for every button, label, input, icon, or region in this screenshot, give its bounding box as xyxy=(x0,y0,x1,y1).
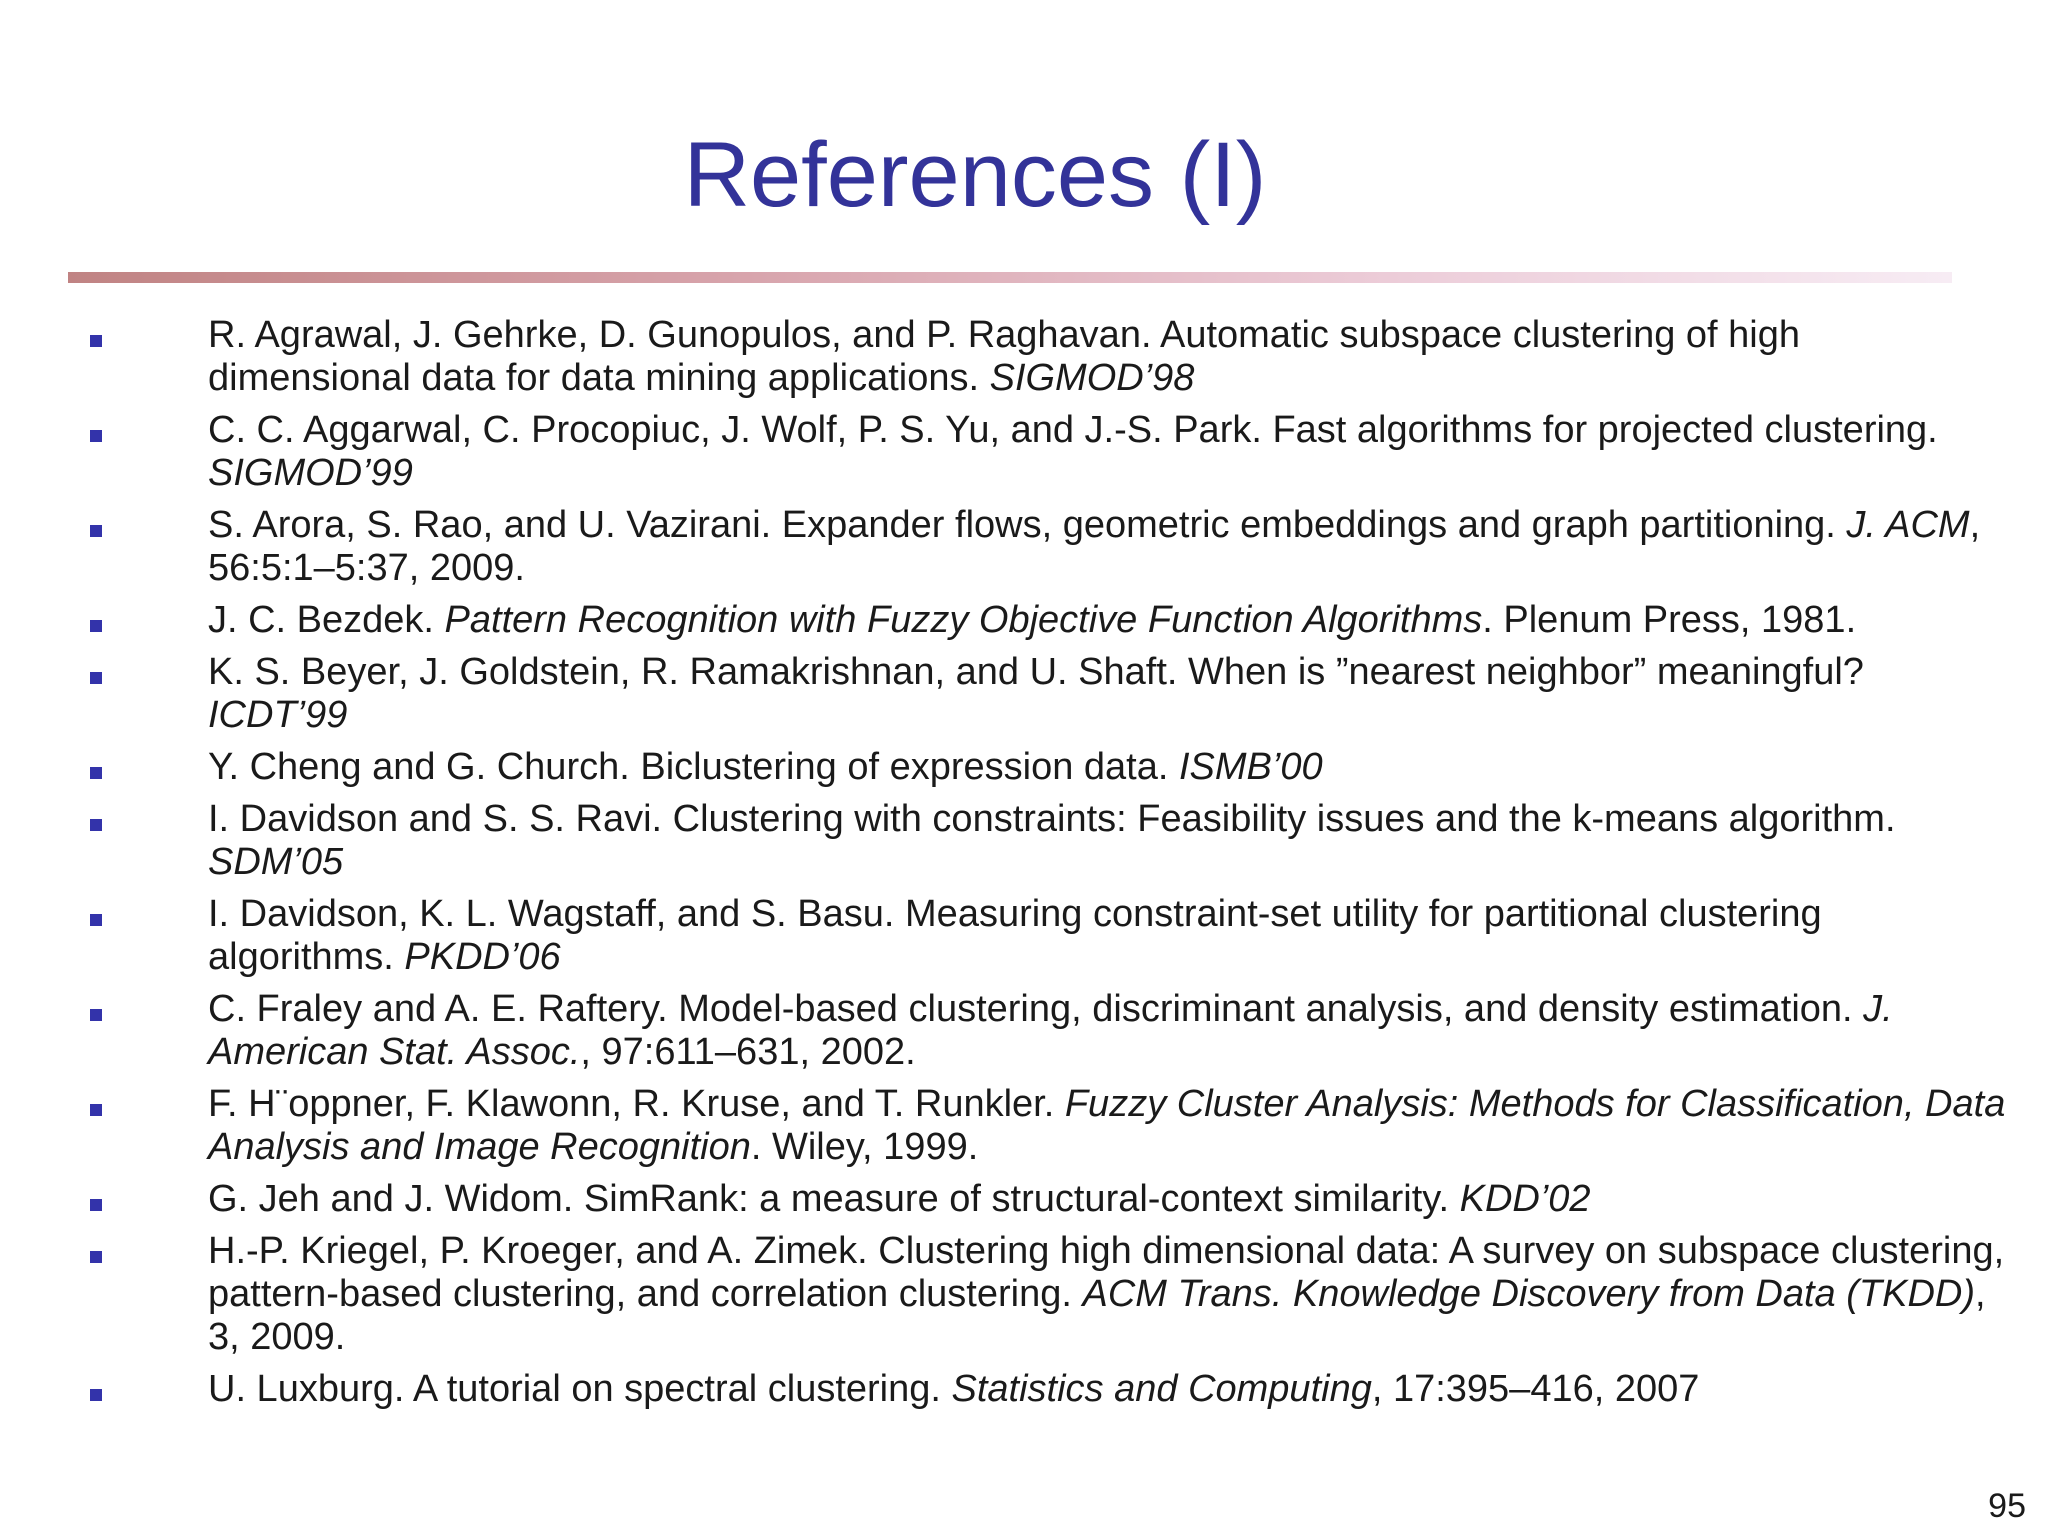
reference-item xyxy=(0,988,2048,1074)
square-bullet-icon xyxy=(90,1251,102,1263)
reference-segment: I. Davidson, K. L. Wagstaff, and S. Basu. Measuring constraint-set utility for partitional clustering algorithms. xyxy=(208,893,1822,978)
reference-venue: Pattern Recognition with Fuzzy Objective Function Algorithms xyxy=(444,599,1483,641)
reference-item xyxy=(0,599,2048,642)
square-bullet-icon xyxy=(90,767,102,779)
reference-segment: Y. Cheng and G. Church. Biclustering of expression data. xyxy=(208,746,1179,788)
reference-segment: . Wiley, 1999. xyxy=(750,1126,979,1168)
reference-item xyxy=(0,1083,2048,1169)
reference-text xyxy=(208,746,1323,788)
square-bullet-icon xyxy=(90,335,102,347)
reference-venue: Fuzzy Cluster Analysis: Methods for Classification, Data Analysis and Image Recognition xyxy=(208,1083,2006,1168)
reference-segment: R. Agrawal, J. Gehrke, D. Gunopulos, and P. Raghavan. Automatic subspace clustering of high dimensional data for data mining applications. xyxy=(208,314,1800,399)
reference-venue: J. ACM xyxy=(1846,504,1970,546)
reference-segment: U. Luxburg. A tutorial on spectral clustering. xyxy=(208,1368,952,1410)
title-divider xyxy=(68,272,1952,283)
reference-segment: H.-P. Kriegel, P. Kroeger, and A. Zimek. Clustering high dimensional data: A survey on subspace clustering, pattern-based clustering, and correlation clustering. xyxy=(208,1230,2005,1315)
reference-item xyxy=(0,746,2048,789)
reference-segment: C. Fraley and A. E. Raftery. Model-based clustering, discriminant analysis, and density estimation. xyxy=(208,988,1864,1030)
reference-venue: J. American Stat. Assoc. xyxy=(208,988,1893,1073)
square-bullet-icon xyxy=(90,525,102,537)
reference-item xyxy=(0,504,2048,590)
reference-segment: . Plenum Press, 1981. xyxy=(1482,599,1857,641)
square-bullet-icon xyxy=(90,1199,102,1211)
reference-item xyxy=(0,1368,2048,1411)
square-bullet-icon xyxy=(90,620,102,632)
reference-venue: ACM Trans. Knowledge Discovery from Data (TKDD) xyxy=(1082,1273,1976,1315)
reference-text xyxy=(208,599,1856,641)
reference-text xyxy=(208,1230,2004,1358)
reference-segment: F. H¨oppner, F. Klawonn, R. Kruse, and T. Runkler. xyxy=(208,1083,1065,1125)
reference-text xyxy=(208,798,1896,883)
reference-text xyxy=(208,1368,1699,1410)
reference-item xyxy=(0,314,2048,400)
reference-venue: SIGMOD’98 xyxy=(989,357,1195,399)
reference-text xyxy=(208,1178,1591,1220)
reference-segment: , 17:395–416, 2007 xyxy=(1371,1368,1700,1410)
reference-segment: S. Arora, S. Rao, and U. Vazirani. Expander flows, geometric embeddings and graph partitioning. xyxy=(208,504,1847,546)
square-bullet-icon xyxy=(90,819,102,831)
square-bullet-icon xyxy=(90,1104,102,1116)
reference-text xyxy=(208,504,1980,589)
reference-venue: Statistics and Computing xyxy=(951,1368,1372,1410)
square-bullet-icon xyxy=(90,672,102,684)
square-bullet-icon xyxy=(90,1009,102,1021)
reference-text xyxy=(208,314,1800,399)
reference-segment: , 56:5:1–5:37, 2009. xyxy=(208,504,1981,589)
reference-item xyxy=(0,893,2048,979)
reference-venue: SDM’05 xyxy=(208,841,344,883)
reference-segment: , 97:611–631, 2002. xyxy=(580,1031,916,1073)
reference-venue: ISMB’00 xyxy=(1178,746,1323,788)
reference-segment: K. S. Beyer, J. Goldstein, R. Ramakrishnan, and U. Shaft. When is ”nearest neighbor” meaningful? xyxy=(208,651,1864,693)
reference-venue: ICDT’99 xyxy=(208,694,348,736)
reference-venue: PKDD’06 xyxy=(404,936,561,978)
reference-segment: , 3, 2009. xyxy=(208,1273,1986,1358)
page-number: 95 xyxy=(1988,1487,2026,1525)
reference-item xyxy=(0,1178,2048,1221)
reference-segment: G. Jeh and J. Widom. SimRank: a measure of structural-context similarity. xyxy=(208,1178,1460,1220)
slide-title: References (I) xyxy=(683,124,1267,226)
reference-venue: KDD’02 xyxy=(1459,1178,1591,1220)
reference-segment: J. C. Bezdek. xyxy=(208,599,445,641)
square-bullet-icon xyxy=(90,430,102,442)
reference-item xyxy=(0,409,2048,495)
reference-venue: SIGMOD’99 xyxy=(208,452,413,494)
reference-list xyxy=(0,314,2048,1420)
reference-item xyxy=(0,651,2048,737)
reference-text xyxy=(208,1083,2005,1168)
reference-segment: I. Davidson and S. S. Ravi. Clustering with constraints: Feasibility issues and the k-means algorithm. xyxy=(208,798,1896,840)
reference-text xyxy=(208,651,1864,736)
reference-item xyxy=(0,1230,2048,1359)
reference-text xyxy=(208,988,1893,1073)
square-bullet-icon xyxy=(90,914,102,926)
reference-item xyxy=(0,798,2048,884)
reference-segment: C. C. Aggarwal, C. Procopiuc, J. Wolf, P. S. Yu, and J.-S. Park. Fast algorithms for projected clustering. xyxy=(208,409,1938,451)
square-bullet-icon xyxy=(90,1389,102,1401)
reference-text xyxy=(208,409,1938,494)
reference-text xyxy=(208,893,1822,978)
